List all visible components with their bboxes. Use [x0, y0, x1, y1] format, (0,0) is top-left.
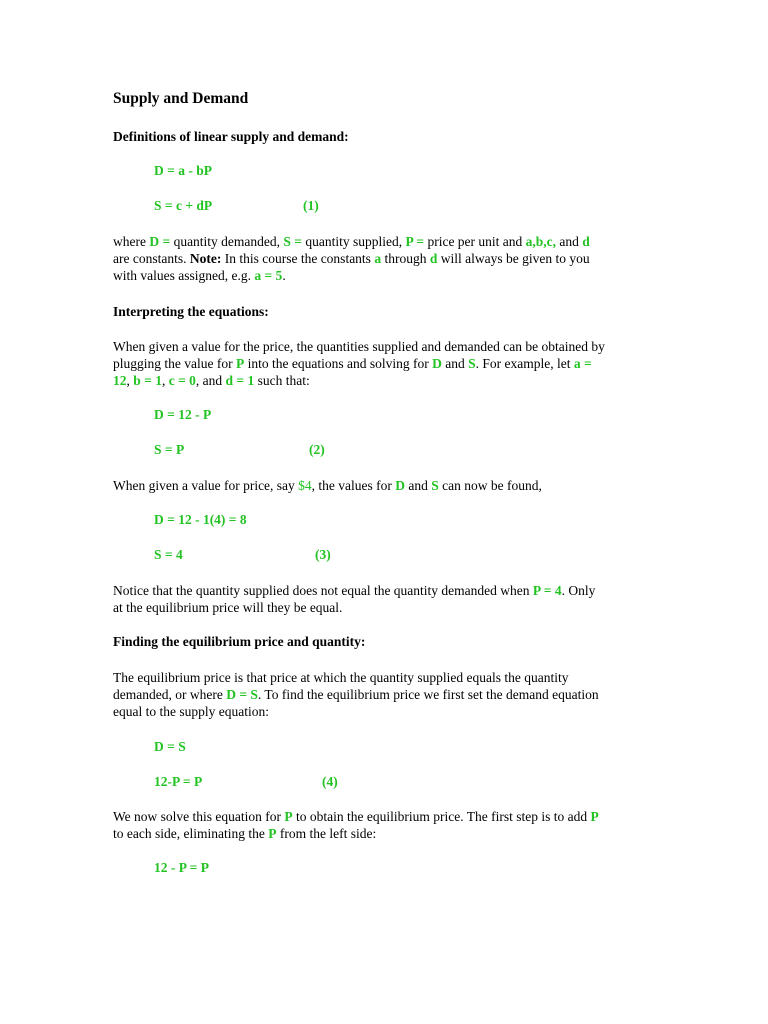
- equation-number: (3): [315, 547, 331, 562]
- equation-demand-example: D = 12 - P: [154, 407, 212, 422]
- equation-supply-solved: S = 4: [154, 547, 183, 562]
- equation-demand: D = a - bP: [154, 163, 212, 178]
- equilibrium-paragraph: The equilibrium price is that price at which the quantity supplied equals the quantity demanded, or where D = S. To find the equilibrium price we first set the demand equation equal to the supply equation:: [113, 670, 599, 719]
- interpreting-paragraph: When given a value for the price, the quantities supplied and demanded can be obtained by plugging the value for P into the equations and solving for D and S. For example, let a = 12, b = 1, c = 0, and d = 1 such that:: [113, 339, 605, 388]
- section-heading-interpreting: Interpreting the equations:: [113, 304, 269, 319]
- page-title: Supply and Demand: [113, 90, 249, 107]
- solve-paragraph: We now solve this equation for P to obtain the equilibrium price. The first step is to add P to each side, eliminating the P from the left side:: [113, 809, 599, 841]
- equation-supply: S = c + dP: [154, 198, 213, 213]
- equation-solve-step: 12 - P = P: [154, 860, 209, 875]
- equation-equilibrium-numeric: 12-P = P: [154, 774, 203, 789]
- definitions-paragraph: where D = quantity demanded, S = quantity supplied, P = price per unit and a,b,c, and d are constants. Note: In this course the constants a through d will always be given to you with values assigned, e.g. a = 5.: [113, 234, 590, 283]
- section-heading-definitions: Definitions of linear supply and demand:: [113, 129, 349, 144]
- notice-paragraph: Notice that the quantity supplied does not equal the quantity demanded when P = 4. Only at the equilibrium price will they be equal.: [113, 583, 596, 615]
- price-example-paragraph: When given a value for price, say $4, the values for D and S can now be found,: [113, 478, 542, 493]
- equation-number: (1): [303, 198, 319, 213]
- section-heading-equilibrium: Finding the equilibrium price and quantity:: [113, 634, 366, 649]
- equation-number: (2): [309, 442, 325, 457]
- equation-equilibrium: D = S: [154, 739, 186, 754]
- equation-demand-solved: D = 12 - 1(4) = 8: [154, 512, 247, 527]
- equation-number: (4): [322, 774, 338, 789]
- equation-supply-example: S = P: [154, 442, 185, 457]
